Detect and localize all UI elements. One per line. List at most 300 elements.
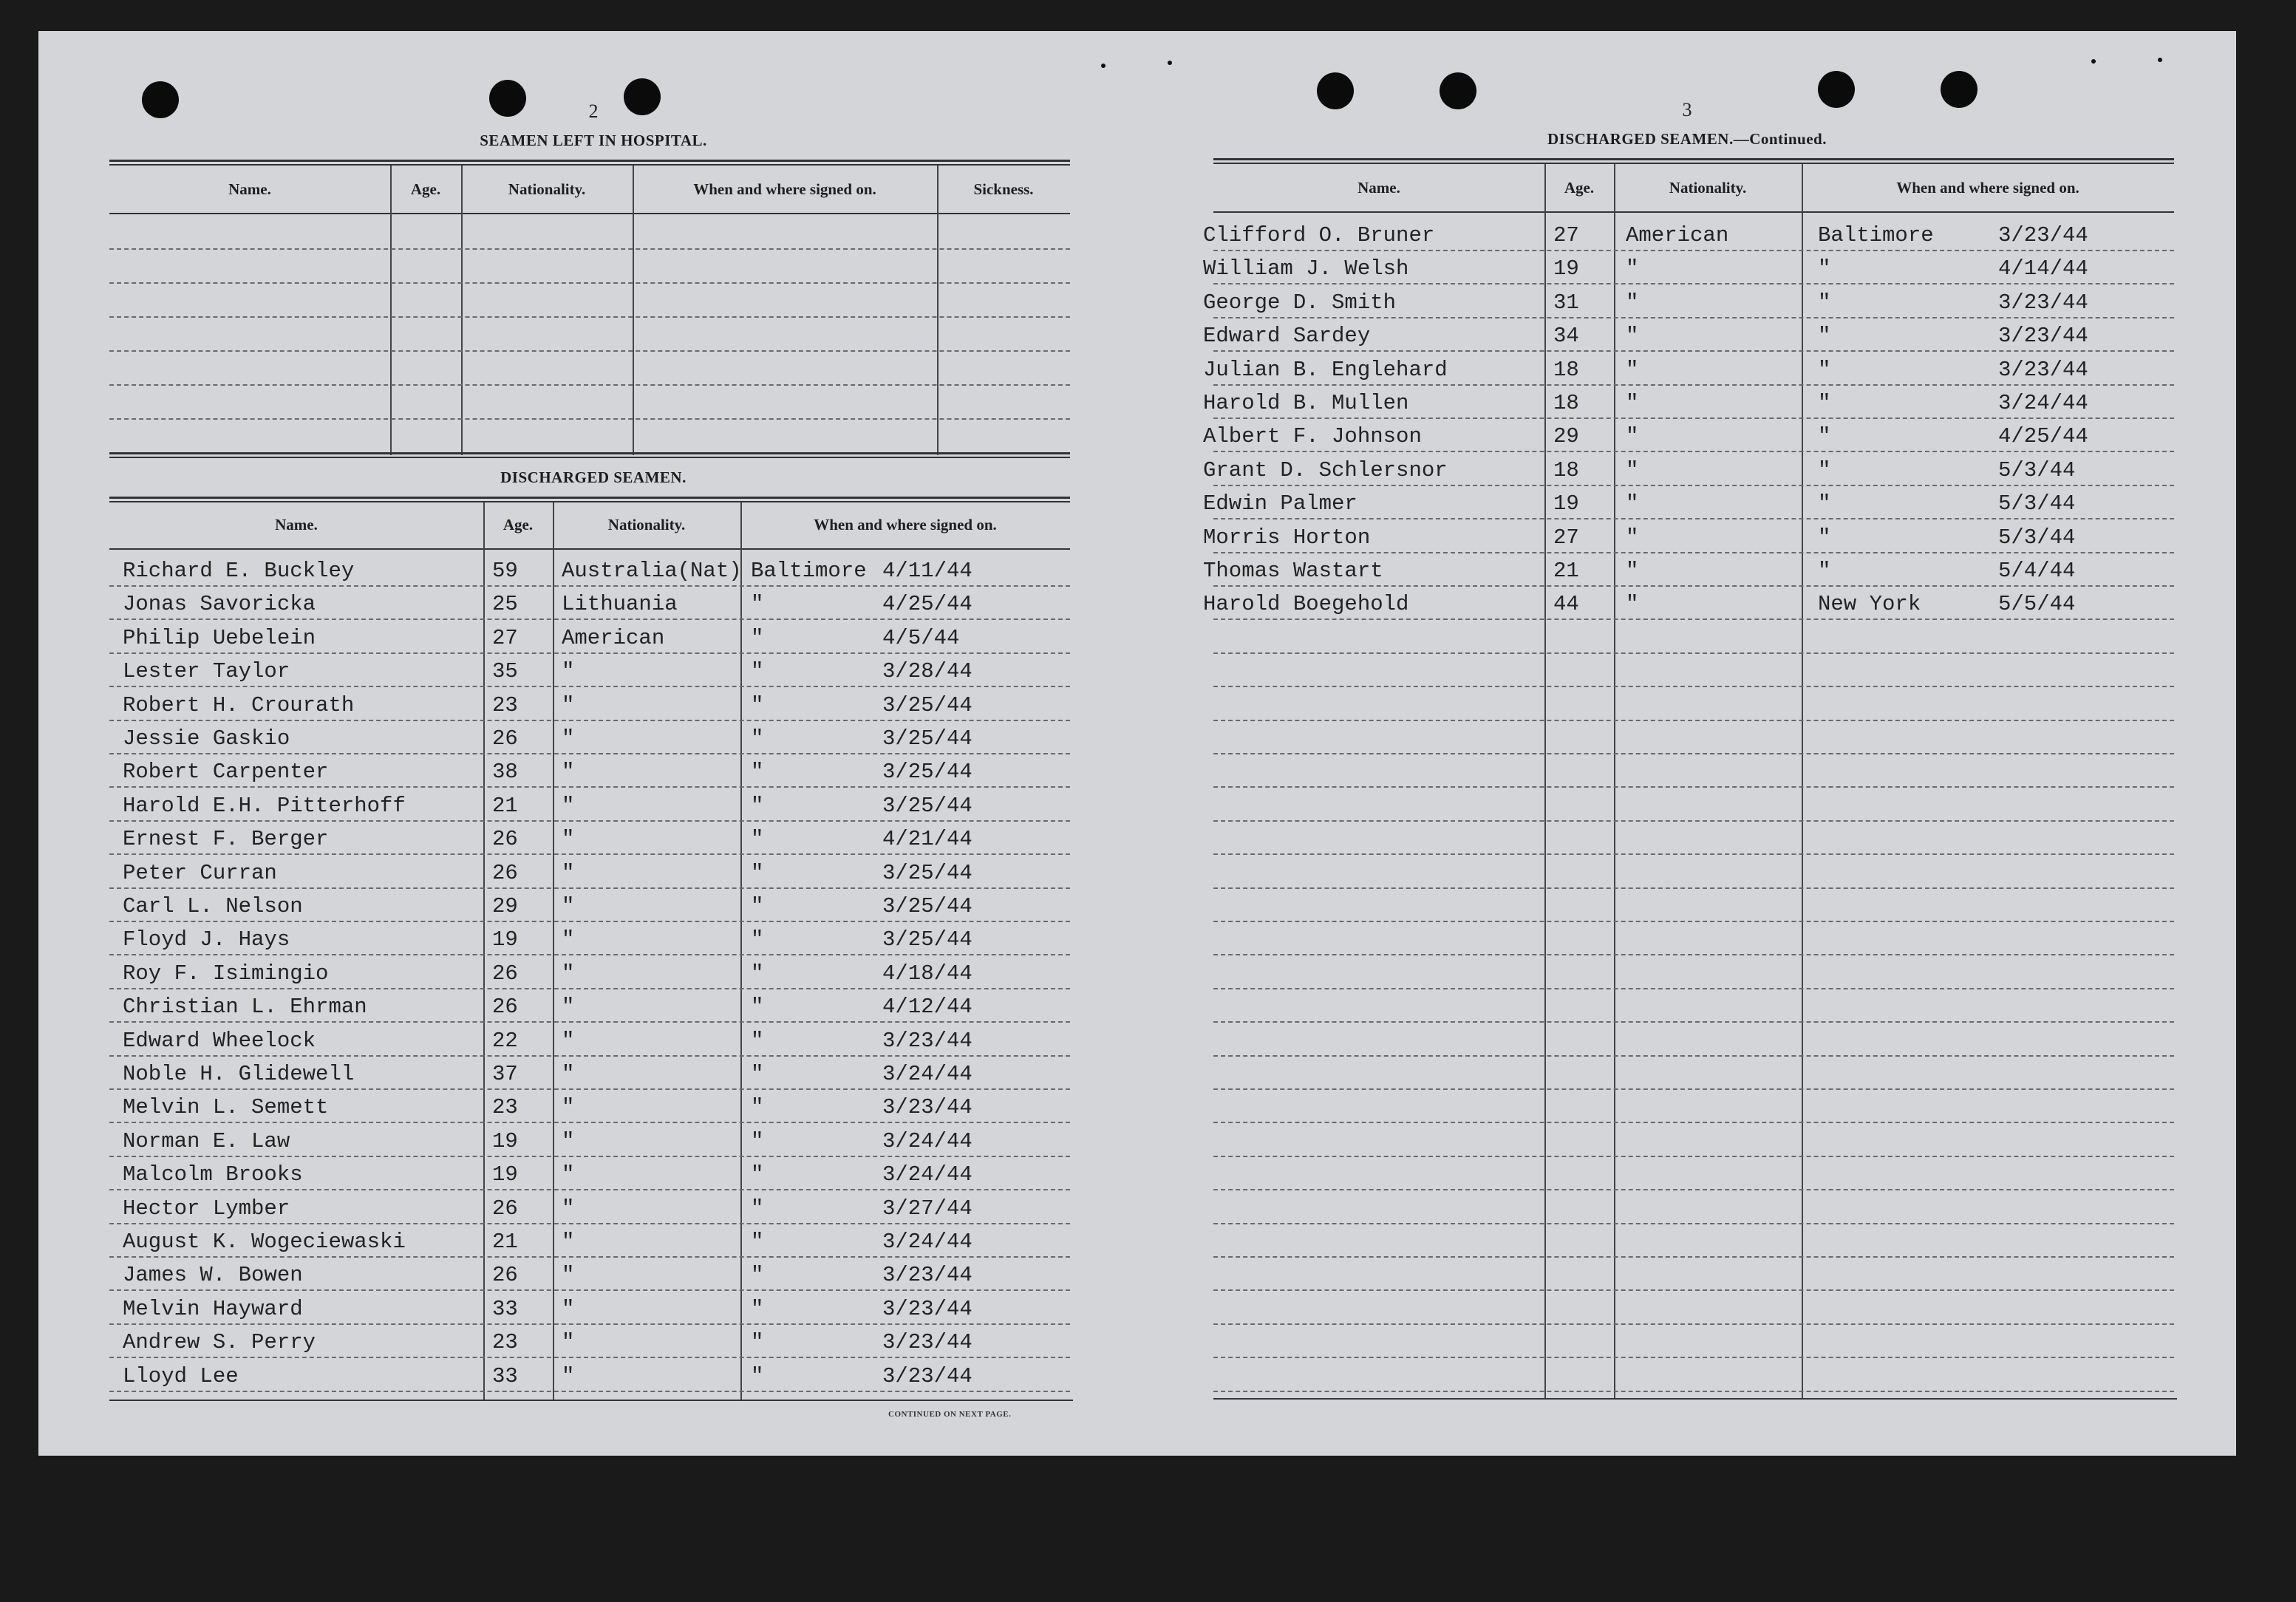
- row-line: [1213, 585, 2174, 587]
- table-row: [109, 1364, 1070, 1389]
- seaman-name: Carl L. Nelson: [123, 894, 303, 918]
- blank-row-line: [1213, 652, 2174, 654]
- signed-on-date: 3/25/44: [882, 894, 972, 918]
- blank-row-line: [1213, 1256, 2174, 1258]
- seaman-nationality: ": [562, 793, 575, 818]
- seaman-age: 19: [1553, 256, 1579, 282]
- seaman-nationality: ": [562, 659, 575, 684]
- seaman-nationality: ": [1626, 559, 1639, 583]
- column-divider: [937, 166, 939, 455]
- row-line: [109, 1189, 1070, 1190]
- blank-row-line: [1213, 753, 2174, 754]
- seaman-age: 38: [492, 760, 518, 785]
- table-row: [109, 1029, 1070, 1054]
- table-row: [109, 894, 1070, 919]
- header-name: Name.: [1357, 179, 1400, 197]
- table-row: [109, 1196, 1070, 1221]
- seaman-nationality: ": [1626, 324, 1639, 349]
- signed-on-date: 3/25/44: [882, 927, 972, 952]
- seaman-nationality: Lithuania: [562, 592, 678, 617]
- signed-on-place: ": [751, 1128, 764, 1153]
- seaman-name: Robert H. Crourath: [123, 692, 355, 718]
- row-line: [109, 585, 1070, 587]
- hospital-section-title: SEAMEN LEFT IN HOSPITAL.: [480, 132, 707, 149]
- table-row: [109, 794, 1070, 819]
- table-row: [109, 1095, 1070, 1120]
- seaman-name: Andrew S. Perry: [123, 1330, 316, 1355]
- seaman-nationality: ": [1626, 592, 1639, 617]
- seaman-name: Melvin Hayward: [123, 1296, 303, 1321]
- speck: [1168, 61, 1172, 65]
- seaman-name: Jonas Savoricka: [123, 592, 316, 617]
- signed-on-place: ": [751, 793, 764, 818]
- signed-on-date: 4/21/44: [882, 827, 972, 852]
- seaman-name: George D. Smith: [1203, 290, 1397, 315]
- table-row: [1203, 391, 2174, 416]
- table-row: [1203, 559, 2174, 584]
- blank-row-line: [1213, 1289, 2174, 1291]
- row-line: [109, 921, 1070, 922]
- table-row: [1203, 324, 2174, 349]
- seaman-age: 37: [492, 1062, 518, 1086]
- table-row: [109, 995, 1070, 1020]
- seaman-name: August K. Wogeciewaski: [123, 1230, 406, 1254]
- blank-row-line: [1213, 1357, 2174, 1358]
- signed-on-date: 3/24/44: [1998, 391, 2088, 415]
- table-row: [109, 726, 1070, 751]
- signed-on-date: 5/3/44: [1998, 457, 2076, 483]
- seaman-nationality: ": [1626, 525, 1639, 550]
- seaman-age: 27: [1553, 223, 1579, 248]
- seaman-nationality: ": [562, 1062, 575, 1086]
- seaman-nationality: ": [1626, 424, 1639, 449]
- seaman-age: 21: [492, 1230, 518, 1254]
- table-row: [1203, 424, 2174, 449]
- row-line: [1213, 417, 2174, 419]
- seaman-age: 26: [492, 1196, 518, 1221]
- blank-row-line: [1213, 786, 2174, 788]
- seaman-nationality: ": [562, 692, 575, 718]
- row-line: [109, 954, 1070, 955]
- seaman-nationality: ": [562, 1128, 575, 1153]
- signed-on-date: 3/23/44: [1998, 357, 2088, 382]
- row-line: [1213, 317, 2174, 318]
- row-line: [1213, 283, 2174, 284]
- document-sheet: [38, 31, 2236, 1456]
- row-line: [109, 820, 1070, 822]
- table-row: [1203, 457, 2174, 483]
- header-rule: [109, 548, 1070, 550]
- table-row: [1203, 256, 2174, 282]
- seaman-age: 59: [492, 559, 518, 583]
- row-line: [109, 618, 1070, 620]
- signed-on-date: 4/25/44: [1998, 424, 2088, 449]
- speck: [1101, 64, 1106, 68]
- seaman-age: 26: [492, 827, 518, 852]
- blank-row-line: [109, 350, 1070, 352]
- seaman-age: 44: [1553, 592, 1579, 617]
- hospital-header-sickness: Sickness.: [973, 180, 1034, 198]
- row-line: [109, 1391, 1070, 1392]
- seaman-age: 26: [492, 995, 518, 1020]
- row-line: [109, 753, 1070, 754]
- seaman-name: Hector Lymber: [123, 1196, 290, 1221]
- seaman-name: Philip Uebelein: [123, 625, 316, 650]
- bottom-rule: [109, 1400, 1073, 1401]
- signed-on-date: 5/5/44: [1998, 592, 2076, 617]
- row-line: [109, 1223, 1070, 1224]
- seaman-age: 23: [492, 1095, 518, 1120]
- row-line: [1213, 518, 2174, 519]
- blank-row-line: [109, 282, 1070, 284]
- seaman-name: Morris Horton: [1203, 525, 1371, 550]
- blank-row-line: [1213, 954, 2174, 955]
- blank-row-line: [109, 418, 1070, 420]
- signed-on-place: ": [751, 592, 764, 617]
- seaman-name: Ernest F. Berger: [123, 827, 329, 852]
- blank-row-line: [109, 248, 1070, 250]
- seaman-nationality: ": [562, 1095, 575, 1120]
- signed-on-date: 4/11/44: [882, 559, 972, 583]
- seaman-age: 31: [1553, 290, 1579, 315]
- table-row: [1203, 491, 2174, 517]
- blank-row-line: [1213, 988, 2174, 989]
- seaman-age: 19: [492, 927, 518, 952]
- table-row: [109, 659, 1070, 684]
- header-rule: [1213, 211, 2174, 213]
- seaman-name: Lloyd Lee: [123, 1363, 239, 1388]
- header-rule: [109, 213, 1070, 214]
- header-nationality: Nationality.: [1669, 179, 1747, 197]
- seaman-nationality: ": [1626, 357, 1639, 382]
- table-row: [1203, 357, 2174, 383]
- seaman-name: Harold E.H. Pitterhoff: [123, 793, 406, 818]
- seaman-name: Roy F. Isimingio: [123, 961, 329, 986]
- seaman-name: Malcolm Brooks: [123, 1162, 303, 1187]
- seaman-nationality: ": [1626, 290, 1639, 315]
- seaman-nationality: ": [562, 1162, 575, 1187]
- signed-on-date: 3/25/44: [882, 726, 972, 751]
- column-divider: [1544, 164, 1546, 1398]
- signed-on-place: ": [1818, 559, 1831, 583]
- signed-on-place: ": [1818, 357, 1831, 382]
- seaman-name: Christian L. Ehrman: [123, 995, 367, 1020]
- column-divider: [390, 166, 392, 455]
- seaman-nationality: ": [1626, 256, 1639, 282]
- row-line: [109, 686, 1070, 687]
- table-row: [109, 961, 1070, 986]
- seaman-nationality: American: [562, 625, 665, 650]
- signed-on-place: ": [1818, 525, 1831, 550]
- signed-on-place: ": [751, 927, 764, 952]
- blank-row-line: [1213, 686, 2174, 687]
- table-row: [1203, 290, 2174, 316]
- row-line: [109, 988, 1070, 989]
- signed-on-date: 3/24/44: [882, 1162, 972, 1187]
- seaman-age: 33: [492, 1296, 518, 1321]
- table-row: [109, 927, 1070, 952]
- row-line: [109, 1122, 1070, 1123]
- seaman-nationality: ": [562, 860, 575, 885]
- seaman-name: Melvin L. Semett: [123, 1095, 329, 1120]
- signed-on-place: ": [751, 995, 764, 1020]
- seaman-name: Harold Boegehold: [1203, 592, 1409, 617]
- signed-on-date: 3/25/44: [882, 692, 972, 718]
- seaman-name: Robert Carpenter: [123, 760, 329, 785]
- table-row: [109, 559, 1070, 584]
- seaman-name: Thomas Wastart: [1203, 559, 1383, 583]
- seaman-nationality: ": [562, 927, 575, 952]
- blank-row-line: [1213, 1189, 2174, 1190]
- row-line: [109, 1323, 1070, 1325]
- signed-on-place: ": [751, 659, 764, 684]
- row-line: [109, 786, 1070, 788]
- table-row: [109, 592, 1070, 617]
- row-line: [1213, 485, 2174, 486]
- seaman-nationality: ": [1626, 491, 1639, 517]
- signed-on-date: 5/4/44: [1998, 559, 2076, 583]
- header-age: Age.: [1564, 179, 1595, 197]
- signed-on-place: ": [1818, 424, 1831, 449]
- seaman-name: Floyd J. Hays: [123, 927, 290, 952]
- double-rule: [109, 497, 1070, 502]
- signed-on-place: ": [751, 726, 764, 751]
- seaman-nationality: ": [562, 894, 575, 918]
- blank-row-line: [1213, 921, 2174, 922]
- seaman-age: 35: [492, 659, 518, 684]
- signed-on-date: 3/23/44: [882, 1296, 972, 1321]
- seaman-name: Grant D. Schlersnor: [1203, 457, 1448, 483]
- signed-on-place: ": [751, 1263, 764, 1288]
- signed-on-place: ": [1818, 290, 1831, 315]
- seaman-age: 23: [492, 692, 518, 718]
- table-row: [109, 760, 1070, 785]
- row-line: [1213, 350, 2174, 352]
- signed-on-date: 3/25/44: [882, 860, 972, 885]
- row-line: [109, 853, 1070, 855]
- hospital-header-name: Name.: [228, 180, 271, 198]
- row-line: [109, 887, 1070, 889]
- signed-on-date: 3/23/44: [882, 1263, 972, 1288]
- table-row: [109, 1263, 1070, 1288]
- seaman-nationality: ": [562, 1296, 575, 1321]
- signed-on-place: ": [1818, 491, 1831, 517]
- signed-on-place: ": [751, 827, 764, 852]
- column-divider: [1802, 164, 1803, 1398]
- seaman-age: 26: [492, 961, 518, 986]
- seaman-nationality: Australia(Nat): [562, 559, 742, 583]
- discharged-section-title: DISCHARGED SEAMEN.: [500, 468, 687, 486]
- signed-on-date: 4/14/44: [1998, 256, 2088, 282]
- signed-on-date: 3/24/44: [882, 1128, 972, 1153]
- signed-on-place: ": [751, 1062, 764, 1086]
- table-row: [109, 861, 1070, 886]
- seaman-age: 18: [1553, 457, 1579, 483]
- continued-note: CONTINUED ON NEXT PAGE.: [888, 1410, 1012, 1419]
- table-row: [109, 827, 1070, 852]
- signed-on-place: ": [751, 625, 764, 650]
- signed-on-place: ": [751, 860, 764, 885]
- seaman-name: Lester Taylor: [123, 659, 290, 684]
- seaman-age: 26: [492, 1263, 518, 1288]
- seaman-age: 19: [1553, 491, 1579, 517]
- seaman-age: 34: [1553, 324, 1579, 349]
- seaman-name: Julian B. Englehard: [1203, 357, 1448, 382]
- signed-on-date: 3/25/44: [882, 760, 972, 785]
- signed-on-place: Baltimore: [751, 559, 867, 583]
- seaman-name: Edward Wheelock: [123, 1028, 316, 1053]
- seaman-nationality: ": [562, 1028, 575, 1053]
- seaman-nationality: ": [562, 1230, 575, 1254]
- seaman-name: Edward Sardey: [1203, 324, 1371, 349]
- seaman-nationality: ": [562, 1363, 575, 1388]
- double-rule: [109, 452, 1070, 458]
- row-line: [1213, 384, 2174, 386]
- seaman-age: 29: [492, 894, 518, 918]
- seaman-name: Clifford O. Bruner: [1203, 223, 1435, 248]
- seaman-nationality: ": [562, 1196, 575, 1221]
- column-divider: [1614, 164, 1615, 1398]
- seaman-name: Norman E. Law: [123, 1128, 290, 1153]
- signed-on-place: ": [1818, 391, 1831, 415]
- seaman-age: 18: [1553, 391, 1579, 415]
- row-line: [109, 1021, 1070, 1023]
- left-page: [109, 31, 1077, 1456]
- row-line: [109, 1156, 1070, 1157]
- signed-on-place: ": [751, 1162, 764, 1187]
- signed-on-date: 5/3/44: [1998, 525, 2076, 550]
- discharged-continued-title: DISCHARGED SEAMEN.—Continued.: [1547, 130, 1827, 148]
- seaman-nationality: ": [562, 726, 575, 751]
- row-line: [109, 652, 1070, 654]
- seaman-age: 19: [492, 1162, 518, 1187]
- seaman-nationality: ": [562, 760, 575, 785]
- blank-row-line: [1213, 887, 2174, 889]
- table-row: [109, 693, 1070, 718]
- table-row: [109, 1162, 1070, 1187]
- right-page: [1203, 31, 2181, 1456]
- signed-on-date: 3/24/44: [882, 1062, 972, 1086]
- seaman-age: 26: [492, 860, 518, 885]
- row-line: [109, 1289, 1070, 1291]
- seaman-nationality: ": [562, 995, 575, 1020]
- seaman-nationality: ": [1626, 457, 1639, 483]
- discharged-header-name: Name.: [275, 516, 318, 534]
- row-line: [109, 1357, 1070, 1358]
- hospital-header-signed-on: When and where signed on.: [693, 180, 876, 198]
- seaman-age: 27: [1553, 525, 1579, 550]
- signed-on-date: 4/18/44: [882, 961, 972, 986]
- seaman-age: 18: [1553, 357, 1579, 382]
- seaman-nationality: ": [562, 1263, 575, 1288]
- bottom-rule: [1213, 1398, 2177, 1400]
- hospital-header-nationality: Nationality.: [508, 180, 586, 198]
- signed-on-place: New York: [1818, 592, 1921, 617]
- signed-on-date: 3/23/44: [882, 1028, 972, 1053]
- blank-row-line: [1213, 1021, 2174, 1023]
- seaman-name: Harold B. Mullen: [1203, 391, 1409, 415]
- signed-on-place: ": [751, 1230, 764, 1254]
- page-number: 2: [588, 100, 599, 122]
- table-row: [109, 626, 1070, 651]
- signed-on-place: ": [751, 894, 764, 918]
- signed-on-date: 4/5/44: [882, 625, 960, 650]
- signed-on-place: ": [751, 1028, 764, 1053]
- seaman-name: Noble H. Glidewell: [123, 1062, 355, 1086]
- blank-row-line: [1213, 1156, 2174, 1157]
- seaman-age: 21: [492, 793, 518, 818]
- signed-on-date: 5/3/44: [1998, 491, 2076, 517]
- table-row: [109, 1230, 1070, 1255]
- seaman-name: James W. Bowen: [123, 1263, 303, 1288]
- seaman-name: Richard E. Buckley: [123, 559, 355, 583]
- blank-row-line: [1213, 720, 2174, 721]
- row-line: [1213, 618, 2174, 620]
- table-row: [109, 1129, 1070, 1154]
- blank-row-line: [1213, 1223, 2174, 1224]
- hospital-header-age: Age.: [410, 180, 441, 198]
- discharged-header-nationality: Nationality.: [607, 516, 686, 534]
- signed-on-place: ": [751, 1095, 764, 1120]
- signed-on-date: 3/24/44: [882, 1230, 972, 1254]
- blank-row-line: [109, 316, 1070, 318]
- seaman-age: 19: [492, 1128, 518, 1153]
- seaman-nationality: ": [562, 1330, 575, 1355]
- header-signed-on: When and where signed on.: [1896, 179, 2079, 197]
- seaman-nationality: ": [1626, 391, 1639, 415]
- page-number: 3: [1682, 99, 1692, 120]
- seaman-name: Edwin Palmer: [1203, 491, 1357, 517]
- table-row: [109, 1062, 1070, 1087]
- signed-on-date: 3/23/44: [882, 1330, 972, 1355]
- table-row: [1203, 592, 2174, 617]
- seaman-name: Albert F. Johnson: [1203, 424, 1422, 449]
- blank-row-line: [1213, 1122, 2174, 1123]
- blank-row-line: [1213, 1391, 2174, 1392]
- signed-on-date: 3/23/44: [882, 1363, 972, 1388]
- seaman-nationality: ": [562, 961, 575, 986]
- row-line: [109, 1256, 1070, 1258]
- seaman-age: 26: [492, 726, 518, 751]
- seaman-name: Jessie Gaskio: [123, 726, 290, 751]
- signed-on-date: 3/27/44: [882, 1196, 972, 1221]
- table-row: [1203, 223, 2174, 248]
- seaman-age: 22: [492, 1028, 518, 1053]
- seaman-name: William J. Welsh: [1203, 256, 1409, 282]
- blank-row-line: [1213, 1055, 2174, 1057]
- blank-row-line: [1213, 820, 2174, 822]
- signed-on-date: 3/23/44: [1998, 324, 2088, 349]
- signed-on-date: 4/25/44: [882, 592, 972, 617]
- row-line: [109, 1088, 1070, 1090]
- signed-on-place: ": [1818, 256, 1831, 282]
- signed-on-place: ": [1818, 324, 1831, 349]
- column-divider: [633, 166, 634, 455]
- seaman-age: 23: [492, 1330, 518, 1355]
- seaman-nationality: American: [1626, 223, 1729, 248]
- seaman-nationality: ": [562, 827, 575, 852]
- signed-on-place: ": [751, 961, 764, 986]
- discharged-header-age: Age.: [503, 516, 534, 534]
- signed-on-place: ": [751, 1330, 764, 1355]
- seaman-name: Peter Curran: [123, 860, 277, 885]
- signed-on-place: ": [751, 760, 764, 785]
- blank-row-line: [109, 384, 1070, 386]
- signed-on-date: 3/23/44: [1998, 223, 2088, 248]
- row-line: [1213, 552, 2174, 553]
- table-row: [109, 1297, 1070, 1322]
- blank-row-line: [1213, 1323, 2174, 1325]
